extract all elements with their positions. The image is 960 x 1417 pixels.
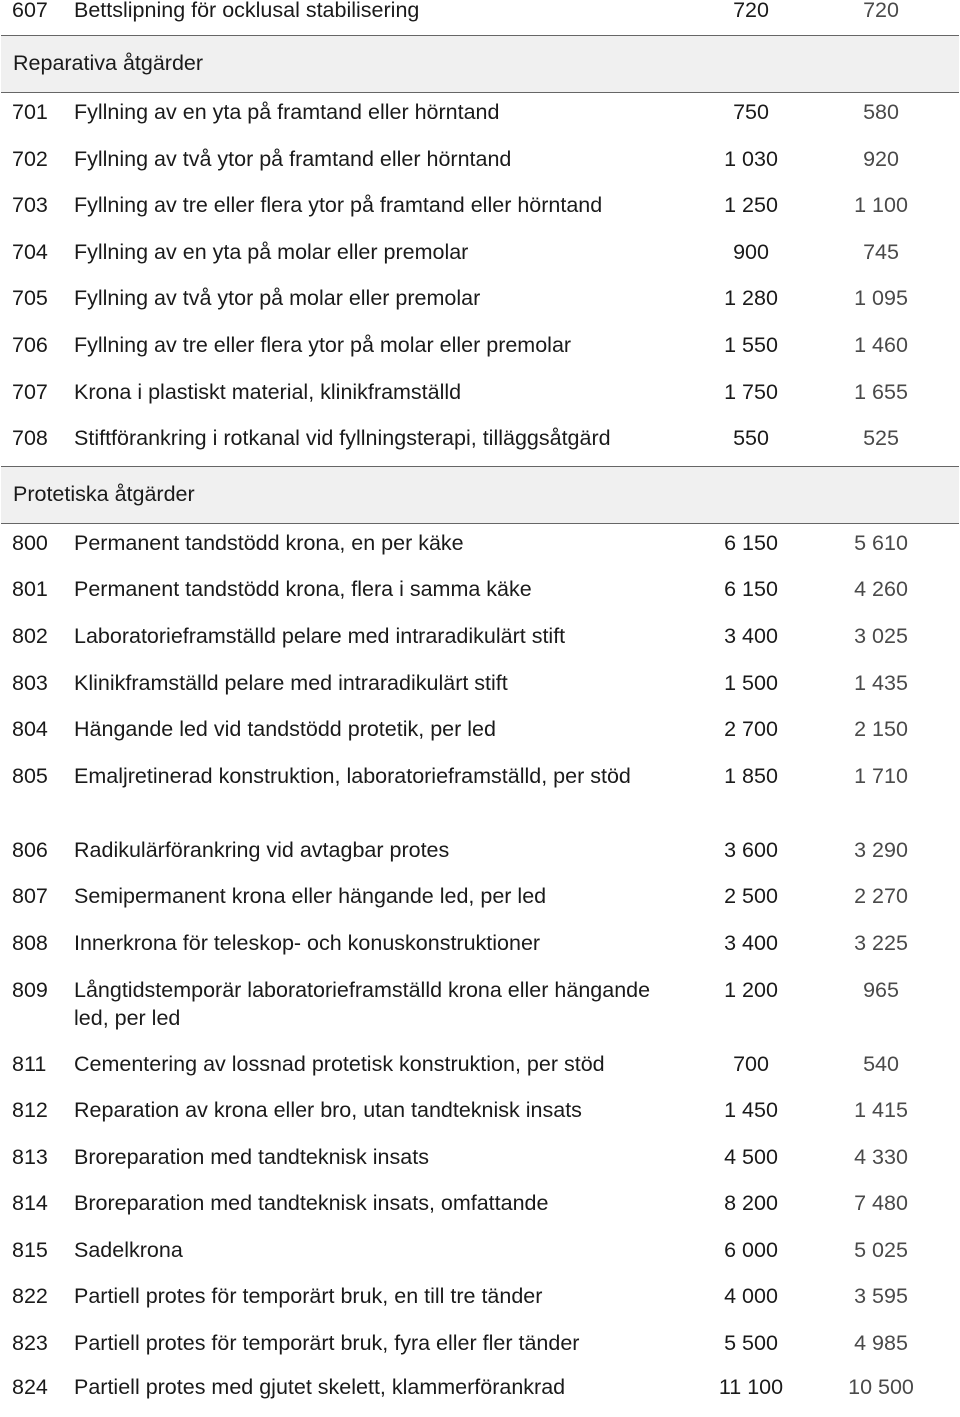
procedure-code: 801 xyxy=(12,577,48,602)
procedure-code: 811 xyxy=(12,1051,47,1076)
table-row xyxy=(0,617,960,664)
procedure-description: Partiell protes för temporärt bruk, en till tre tänder xyxy=(74,1284,543,1309)
procedure-code: 804 xyxy=(12,717,48,742)
reference-price: 4 000 xyxy=(724,1284,778,1309)
procedure-code: 706 xyxy=(12,332,48,357)
procedure-code: 703 xyxy=(12,193,48,218)
compensation-price: 2 270 xyxy=(854,884,908,909)
reference-price: 6 150 xyxy=(724,530,778,555)
reference-price: 1 500 xyxy=(724,670,778,695)
procedure-code: 813 xyxy=(12,1144,48,1169)
compensation-price: 920 xyxy=(863,146,899,171)
reference-price: 700 xyxy=(733,1051,769,1076)
procedure-description: Partiell protes för temporärt bruk, fyra eller fler tänder xyxy=(74,1331,580,1356)
table-row xyxy=(0,1091,960,1138)
procedure-description: Fyllning av en yta på framtand eller hörntand xyxy=(74,100,500,124)
reference-price: 750 xyxy=(733,100,769,124)
procedure-code: 701 xyxy=(12,100,48,124)
table-row xyxy=(0,1371,960,1417)
compensation-price: 1 655 xyxy=(854,379,908,404)
compensation-price: 1 095 xyxy=(854,286,908,311)
reference-price: 5 500 xyxy=(724,1331,778,1356)
compensation-price: 3 025 xyxy=(854,623,908,648)
reference-price: 720 xyxy=(733,0,769,22)
reference-price: 8 200 xyxy=(724,1191,778,1216)
procedure-description: Fyllning av två ytor på molar eller premolar xyxy=(74,286,481,311)
procedure-description: Reparation av krona eller bro, utan tandteknisk insats xyxy=(74,1098,582,1123)
table-row xyxy=(0,757,960,831)
compensation-price: 580 xyxy=(863,100,899,124)
procedure-description: Permanent tandstödd krona, en per käke xyxy=(74,530,464,555)
compensation-price: 2 150 xyxy=(854,717,908,742)
procedure-description: Laboratorieframställd pelare med intraradikulärt stift xyxy=(74,623,566,648)
procedure-code: 800 xyxy=(12,530,48,555)
procedure-description: Broreparation med tandteknisk insats, omfattande xyxy=(74,1191,549,1216)
table-row xyxy=(0,1138,960,1185)
compensation-price: 10 500 xyxy=(848,1374,914,1399)
reference-price: 6 000 xyxy=(724,1237,778,1262)
table-row xyxy=(0,1324,960,1371)
compensation-price: 1 460 xyxy=(854,332,908,357)
compensation-price: 525 xyxy=(863,426,899,451)
compensation-price: 4 330 xyxy=(854,1144,908,1169)
reference-price: 1 450 xyxy=(724,1098,778,1123)
section-title: Protetiska åtgärder xyxy=(13,481,195,506)
section-header xyxy=(1,35,959,93)
procedure-code: 702 xyxy=(12,146,48,171)
procedure-code: 809 xyxy=(12,977,48,1002)
compensation-price: 1 435 xyxy=(854,670,908,695)
table-row xyxy=(0,373,960,420)
compensation-price: 720 xyxy=(863,0,899,22)
table-row xyxy=(0,710,960,757)
reference-price: 1 850 xyxy=(724,763,778,788)
reference-price: 1 550 xyxy=(724,332,778,357)
compensation-price: 1 100 xyxy=(854,193,908,218)
compensation-price: 745 xyxy=(863,239,899,264)
table-row xyxy=(0,570,960,617)
procedure-description: Partiell protes med gjutet skelett, klammerförankrad xyxy=(74,1374,566,1399)
procedure-description: Fyllning av tre eller flera ytor på framtand eller hörntand xyxy=(74,193,603,218)
procedure-description: Permanent tandstödd krona, flera i samma käke xyxy=(74,577,532,602)
procedure-code: 802 xyxy=(12,623,48,648)
procedure-description: Emaljretinerad konstruktion, laboratorieframställd, per stöd xyxy=(74,763,631,788)
procedure-description: Innerkrona för teleskop- och konuskonstruktioner xyxy=(74,930,541,955)
compensation-price: 965 xyxy=(863,977,899,1002)
table-row xyxy=(0,664,960,711)
procedure-description: Fyllning av en yta på molar eller premolar xyxy=(74,239,469,264)
table-row xyxy=(0,419,960,466)
procedure-code: 803 xyxy=(12,670,48,695)
reference-price: 2 500 xyxy=(724,884,778,909)
table-row xyxy=(0,140,960,187)
reference-price: 900 xyxy=(733,239,769,264)
procedure-description: Långtidstemporär laboratorieframställd krona eller hängande led, per led xyxy=(74,977,651,1030)
compensation-price: 3 595 xyxy=(854,1284,908,1309)
reference-price: 11 100 xyxy=(718,1374,784,1399)
compensation-price: 1 710 xyxy=(854,763,908,788)
table-row xyxy=(0,233,960,280)
procedure-code: 807 xyxy=(12,884,48,909)
procedure-code: 814 xyxy=(12,1191,48,1216)
procedure-code: 806 xyxy=(12,837,48,862)
table-row xyxy=(0,524,960,571)
compensation-price: 540 xyxy=(863,1051,899,1076)
procedure-description: Fyllning av två ytor på framtand eller hörntand xyxy=(74,146,512,171)
compensation-price: 7 480 xyxy=(854,1191,908,1216)
table-row xyxy=(0,924,960,971)
section-title: Reparativa åtgärder xyxy=(13,51,204,75)
reference-price: 3 600 xyxy=(724,837,778,862)
table-row xyxy=(0,1184,960,1231)
table-row xyxy=(0,1045,960,1092)
reference-price: 1 280 xyxy=(724,286,778,311)
reference-price: 1 030 xyxy=(724,146,778,171)
reference-price: 6 150 xyxy=(724,577,778,602)
table-row xyxy=(0,971,960,1045)
procedure-description: Hängande led vid tandstödd protetik, per led xyxy=(74,717,496,742)
compensation-price: 3 225 xyxy=(854,930,908,955)
reference-price: 4 500 xyxy=(724,1144,778,1169)
procedure-description: Fyllning av tre eller flera ytor på molar eller premolar xyxy=(74,332,572,357)
procedure-description: Cementering av lossnad protetisk konstruktion, per stöd xyxy=(74,1051,605,1076)
procedure-code: 822 xyxy=(12,1284,48,1309)
compensation-price: 5 610 xyxy=(854,530,908,555)
reference-price: 3 400 xyxy=(724,623,778,648)
compensation-price: 4 260 xyxy=(854,577,908,602)
compensation-price: 5 025 xyxy=(854,1237,908,1262)
compensation-price: 1 415 xyxy=(854,1098,908,1123)
table-row xyxy=(0,1231,960,1278)
compensation-price: 3 290 xyxy=(854,837,908,862)
procedure-code: 815 xyxy=(12,1237,48,1262)
procedure-code: 824 xyxy=(12,1374,48,1399)
table-row xyxy=(0,0,960,35)
procedure-code: 708 xyxy=(12,426,48,451)
table-row xyxy=(0,186,960,233)
compensation-price: 4 985 xyxy=(854,1331,908,1356)
procedure-description: Krona i plastiskt material, klinikframställd xyxy=(74,379,462,404)
table-row xyxy=(0,93,960,140)
procedure-code: 707 xyxy=(12,379,48,404)
table-row xyxy=(0,326,960,373)
procedure-code: 805 xyxy=(12,763,48,788)
reference-price: 2 700 xyxy=(724,717,778,742)
procedure-code: 607 xyxy=(12,0,48,22)
procedure-description: Stiftförankring i rotkanal vid fyllningsterapi, tilläggsåtgärd xyxy=(74,426,611,451)
procedure-description: Broreparation med tandteknisk insats xyxy=(74,1144,429,1169)
procedure-description: Klinikframställd pelare med intraradikulärt stift xyxy=(74,670,508,695)
table-row xyxy=(0,279,960,326)
procedure-code: 704 xyxy=(12,239,48,264)
reference-price: 1 250 xyxy=(724,193,778,218)
procedure-description: Radikulärförankring vid avtagbar protes xyxy=(74,837,450,862)
procedure-code: 812 xyxy=(12,1098,48,1123)
reference-price: 1 750 xyxy=(724,379,778,404)
procedure-code: 823 xyxy=(12,1331,48,1356)
reference-price: 3 400 xyxy=(724,930,778,955)
procedure-description: Semipermanent krona eller hängande led, per led xyxy=(74,884,547,909)
table-row xyxy=(0,877,960,924)
table-row xyxy=(0,831,960,878)
section-header xyxy=(1,466,959,524)
procedure-description: Sadelkrona xyxy=(74,1237,183,1262)
table-row xyxy=(0,1277,960,1324)
reference-price: 1 200 xyxy=(724,977,778,1002)
procedure-code: 705 xyxy=(12,286,48,311)
reference-price: 550 xyxy=(733,426,769,451)
procedure-code: 808 xyxy=(12,930,48,955)
procedure-description: Bettslipning för ocklusal stabilisering xyxy=(74,0,420,22)
